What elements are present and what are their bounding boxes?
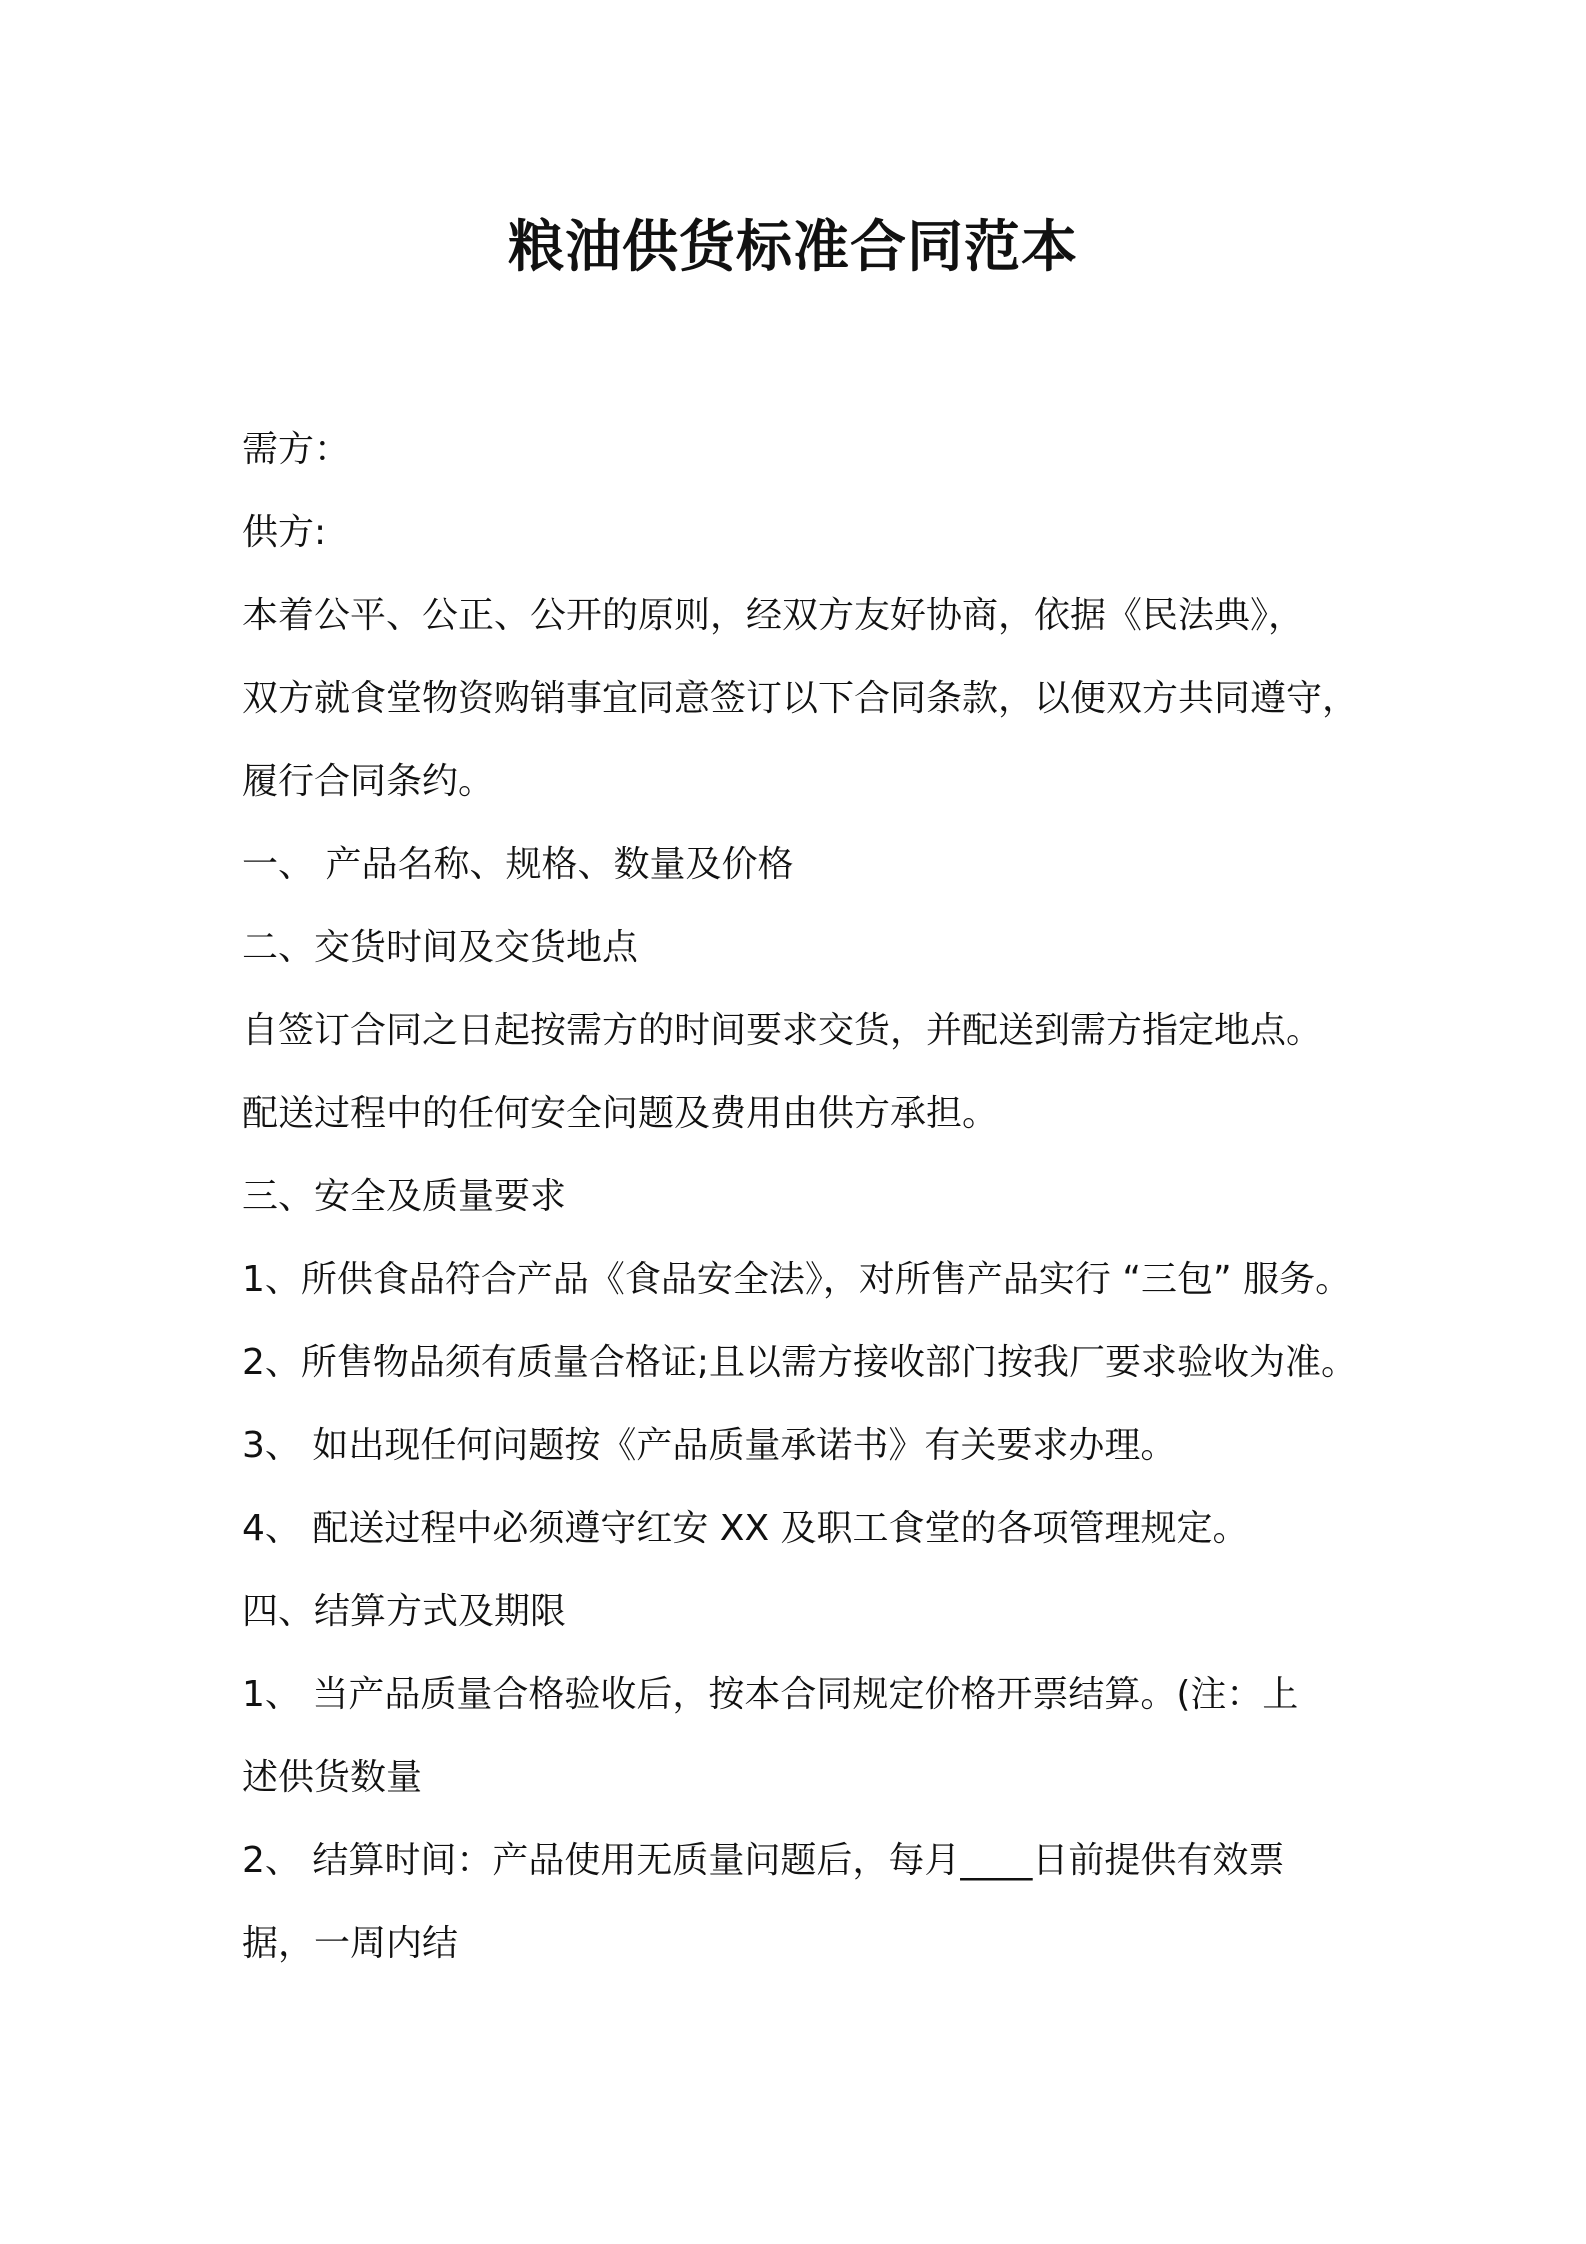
section-heading: 三、安全及质量要求 xyxy=(242,1176,567,1217)
document-title: 粮油供货标准合同范本 xyxy=(508,215,1078,280)
party-supply-line: 供方: xyxy=(242,512,327,553)
paragraph-line: 自签订合同之日起按需方的时间要求交货，并配送到需方指定地点。 xyxy=(242,1010,1323,1051)
section-heading: 二、交货时间及交货地点 xyxy=(242,927,639,968)
clause-line: 3、 如出现任何问题按《产品质量承诺书》有关要求办理。 xyxy=(242,1425,1177,1466)
clause-line: 1、 当产品质量合格验收后，按本合同规定价格开票结算。(注：上 xyxy=(242,1674,1299,1715)
preamble-line: 履行合同条约。 xyxy=(242,761,495,802)
party-demand-line: 需方： xyxy=(242,429,351,470)
clause-line: 据，一周内结 xyxy=(242,1923,459,1964)
clause-line: 述供货数量 xyxy=(242,1757,423,1798)
clause-line: 1、所供食品符合产品《食品安全法》，对所售产品实行 “三包” 服务。 xyxy=(242,1259,1352,1300)
clause-line: 2、 结算时间：产品使用无质量问题后，每月____日前提供有效票 xyxy=(242,1840,1285,1881)
preamble-line: 本着公平、公正、公开的原则，经双方友好协商，依据《民法典》， xyxy=(242,595,1305,636)
clause-line: 2、所售物品须有质量合格证;且以需方接收部门按我厂要求验收为准。 xyxy=(242,1342,1358,1383)
clause-line: 4、 配送过程中必须遵守红安 XX 及职工食堂的各项管理规定。 xyxy=(242,1508,1249,1549)
section-heading: 四、结算方式及期限 xyxy=(242,1591,567,1632)
preamble-line: 双方就食堂物资购销事宜同意签订以下合同条款，以便双方共同遵守， xyxy=(242,678,1359,719)
section-heading: 一、 产品名称、规格、数量及价格 xyxy=(242,844,794,885)
document-body xyxy=(242,408,1382,1985)
paragraph-line: 配送过程中的任何安全问题及费用由供方承担。 xyxy=(242,1093,999,1134)
